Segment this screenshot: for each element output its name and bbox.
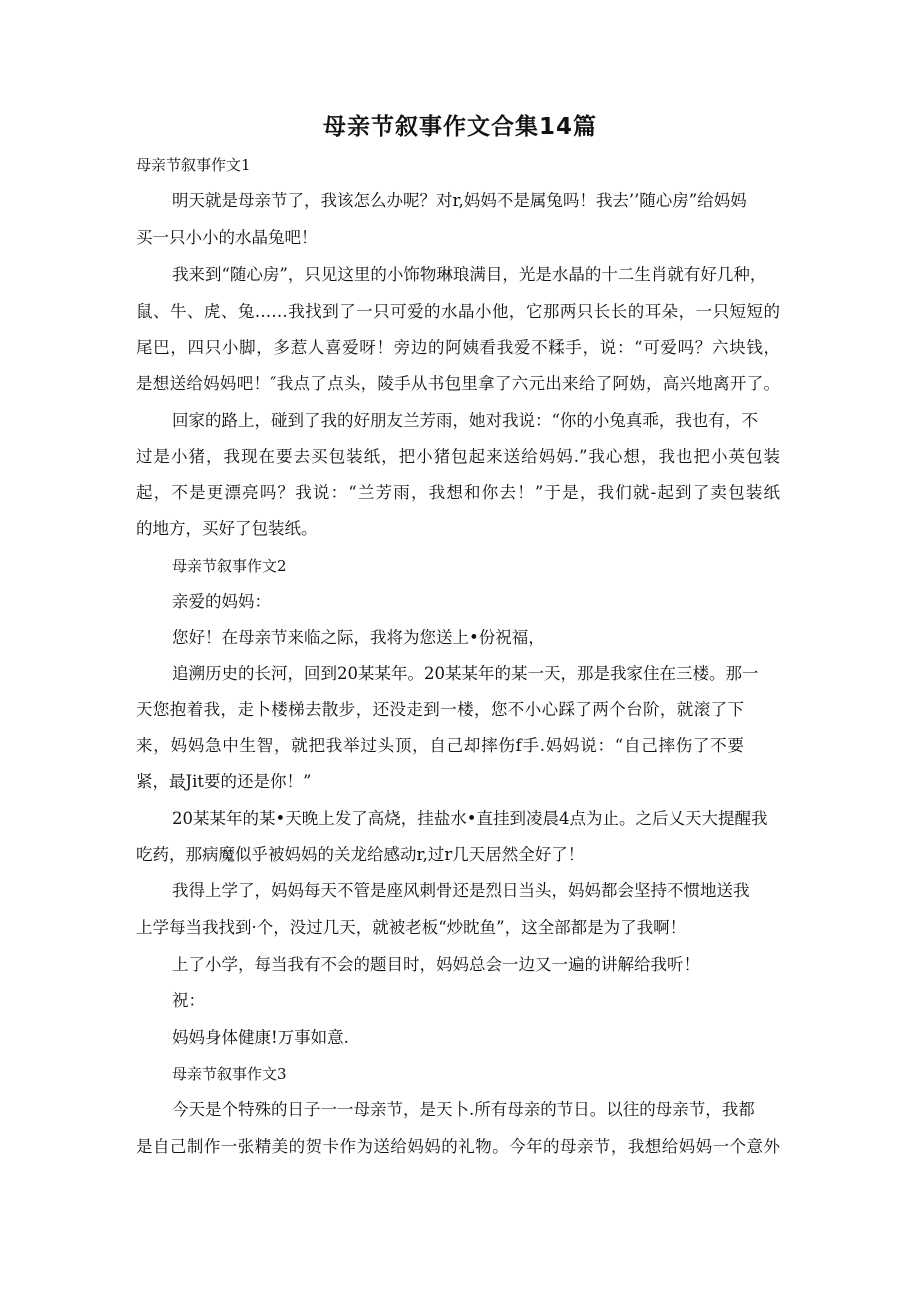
paragraph-line: 明天就是母亲节了，我该怎么办呢？对r,妈妈不是属兔吗！我去’’随心房”给妈妈 — [172, 191, 747, 210]
paragraph-line: 买一只小小的水晶兔吧！ — [136, 228, 318, 247]
paragraph-line: 是自己制作一张精美的贺卡作为送给妈妈的礼物。今年的母亲节，我想给妈妈一个意外 — [136, 1137, 780, 1156]
closing-wish: 祝： — [172, 991, 205, 1010]
paragraph-line: 回家的路上，碰到了我的好朋友兰芳雨，她对我说：“你的小兔真乖，我也有，不 — [172, 411, 758, 430]
paragraph-line: 上了小学，每当我有不会的题目时，妈妈总会一边又一遍的讲解给我听！ — [172, 955, 700, 974]
paragraph-line: 追溯历史的长河，回到20某某年。20某某年的某一天，那是我家住在三楼。那一 — [172, 664, 759, 683]
paragraph-line: 尾巴，四只小脚，多惹人喜爱呀！旁边的阿姨看我爱不糅手，说：“可爱吗？六块钱， — [136, 338, 780, 357]
document-title: 母亲节叙事作文合集14篇 — [322, 114, 597, 140]
section-heading-3: 母亲节叙事作文3 — [172, 1065, 287, 1083]
closing-blessing: 妈妈身体健康!万事如意. — [172, 1028, 349, 1047]
paragraph-line: 20某某年的某•天晚上发了高烧，挂盐水•直挂到凌晨4点为止。之后乂天大提醒我 — [172, 809, 768, 828]
paragraph-line: 起，不是更漂亮吗？我说：“兰芳雨，我想和你去！”于是，我们就-起到了卖包装纸 — [136, 483, 780, 502]
paragraph-line: 紧，最Jit要的还是你！” — [136, 772, 312, 791]
paragraph-line: 是想送给妈妈吧！″我点了点头，陵手从书包里拿了六元出来给了阿妫，高兴地离开了。 — [136, 374, 780, 393]
paragraph-line: 吃药，那病魔似乎被妈妈的关龙给感动r,过r几天居然全好了！ — [136, 845, 585, 864]
salutation: 亲爱的妈妈： — [172, 592, 271, 611]
paragraph-line: 上学每当我找到·个，没过几天，就被老板“炒眈鱼”，这全部都是为了我啊！ — [136, 918, 687, 937]
paragraph-line: 过是小猪，我现在要去买包装纸，把小猪包起来送给妈妈.”我心想，我也把小英包装 — [136, 447, 780, 466]
section-heading-1: 母亲节叙事作文1 — [136, 156, 251, 174]
section-heading-2: 母亲节叙事作文2 — [172, 557, 287, 575]
paragraph-line: 我来到“随心房”，只见这里的小饰物琳琅满目，光是水晶的十二生肖就有好几种， — [172, 265, 767, 284]
paragraph-line: 您好！在母亲节来临之际，我将为您送上•份祝福， — [172, 628, 545, 647]
paragraph-line: 我得上学了，妈妈每天不管是座风刺骨还是烈日当头，妈妈都会坚持不惯地送我 — [172, 881, 750, 900]
paragraph-line: 来，妈妈急中生智，就把我举过头顶，自己却摔伤f手.妈妈说：“自己摔伤了不要 — [136, 736, 744, 755]
paragraph-line: 鼠、牛、虎、兔……我找到了一只可爱的水晶小他，它那两只长长的耳朵，一只短短的 — [136, 302, 780, 321]
paragraph-line: 天您抱着我，走卜楼梯去散步，还没走到一楼，您不小心踩了两个台阶，就滚了下 — [136, 700, 744, 719]
paragraph-line: 的地方，买好了包装纸。 — [136, 519, 318, 538]
paragraph-line: 今天是个特殊的日子一一母亲节，是天卜.所有母亲的节日。以往的母亲节，我都 — [172, 1100, 755, 1119]
